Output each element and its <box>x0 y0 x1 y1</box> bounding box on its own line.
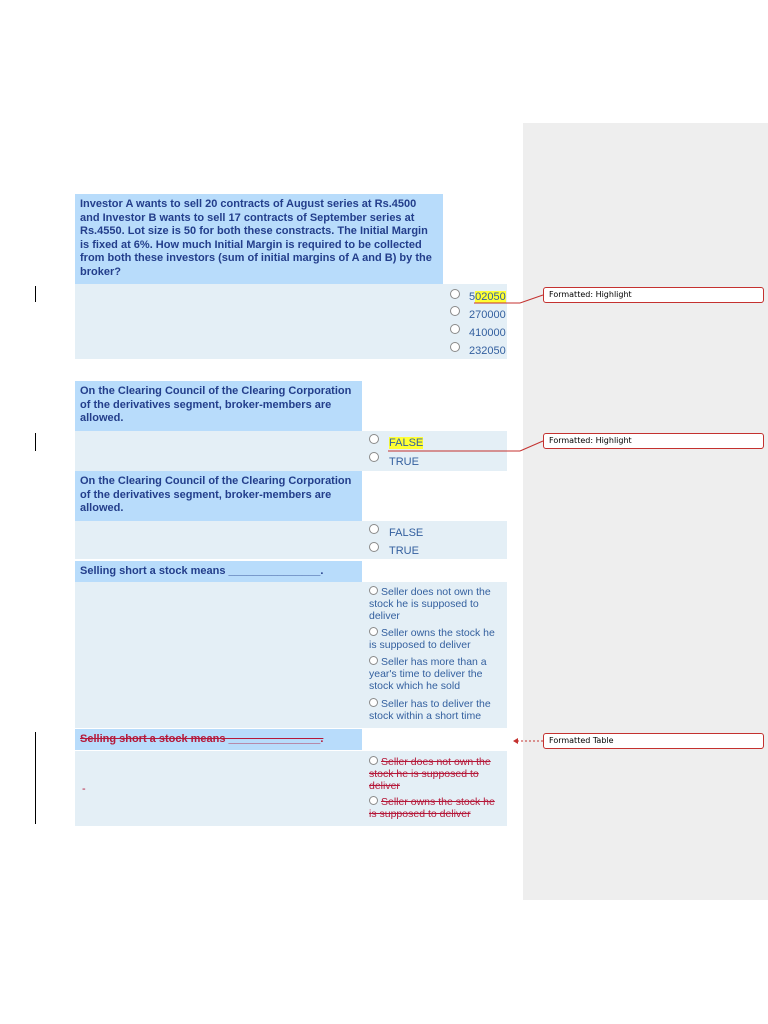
question-text: Selling short a stock means _______________. <box>80 565 324 577</box>
highlighted-text: FALSE <box>389 437 424 449</box>
option-label[interactable]: TRUE <box>389 456 419 468</box>
comment-label: Formatted: Highlight <box>549 436 632 445</box>
option-label[interactable]: Seller does not own the stock he is supposed to deliver <box>369 586 491 622</box>
option-label[interactable]: Seller has more than a year's time to deliver the stock which he sold <box>369 656 487 692</box>
option-label[interactable]: Seller has to deliver the stock within a short time <box>369 698 491 722</box>
comment-balloon[interactable] <box>543 433 764 449</box>
deleted-question-text: Selling short a stock means _______________. <box>80 733 324 745</box>
option-label[interactable]: 270000 <box>469 309 506 321</box>
option-label[interactable]: Seller owns the stock he is supposed to deliver <box>369 627 495 651</box>
deletion-mark: - <box>82 783 86 795</box>
option-label[interactable]: 232050 <box>469 345 506 357</box>
highlighted-text: 02050 <box>475 291 506 303</box>
option-label[interactable]: 502050 <box>469 291 506 303</box>
question-text: On the Clearing Council of the Clearing Corporation of the derivatives segment, broker-members are allowed. <box>80 385 352 424</box>
deleted-option-label: Seller does not own the stock he is supposed to deliver <box>369 756 491 792</box>
option-label[interactable]: TRUE <box>389 545 419 557</box>
comment-balloon[interactable] <box>543 733 764 749</box>
comment-label: Formatted: Highlight <box>549 290 632 299</box>
option-label[interactable]: FALSE <box>389 527 424 539</box>
comment-label: Formatted Table <box>549 736 614 745</box>
deleted-option-label: Seller owns the stock he is supposed to deliver <box>369 796 495 820</box>
comment-balloon[interactable] <box>543 287 764 303</box>
question-text: On the Clearing Council of the Clearing Corporation of the derivatives segment, broker-members are allowed. <box>80 475 352 514</box>
option-label[interactable]: 410000 <box>469 327 506 339</box>
question-text: Investor A wants to sell 20 contracts of August series at Rs.4500 and Investor B wants to sell 17 contracts of September series at Rs.4550. Lot size is 50 for both these constracts. The Initial Margin is fixed at 6%. How much Initial Margin is required to be collected from both these investors (sum of initial margins of A and B) by the broker? <box>80 198 432 278</box>
